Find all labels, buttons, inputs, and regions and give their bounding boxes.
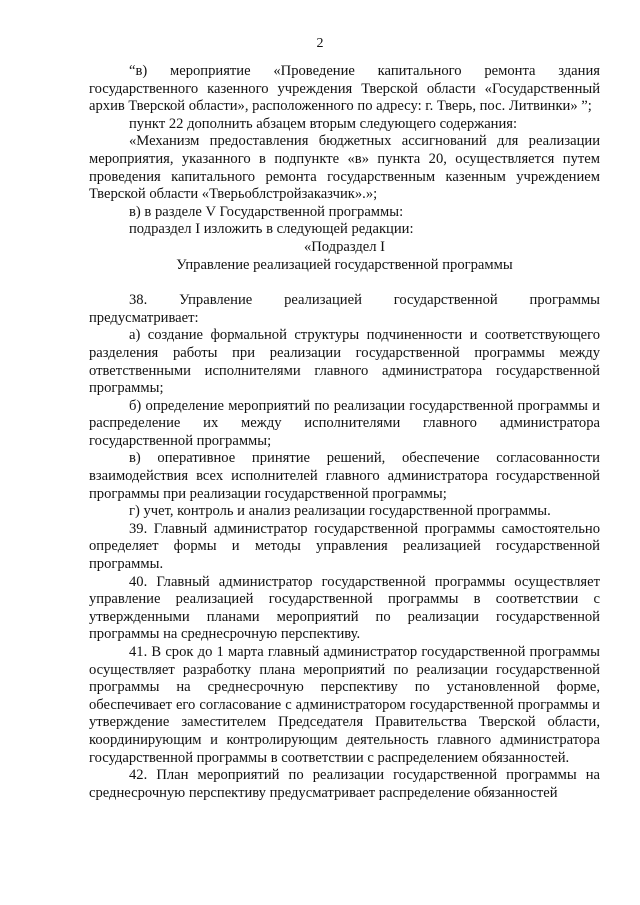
paragraph-38-a: а) создание формальной структуры подчиненности и соответствующего разделения работы при реализации государственной программы между ответственными исполнителями главного администратора государственной программы; bbox=[89, 327, 600, 397]
paragraph-40: 40. Главный администратор государственной программы осуществляет управление реализацией государственной программы в соответствии с утвержденными планами мероприятий по реализации государственной программы на среднесрочную перспективу. bbox=[89, 573, 600, 643]
subsection-label: «Подраздел I bbox=[303, 238, 386, 255]
paragraph-section-v: в) в разделе V Государственной программы: bbox=[129, 203, 404, 220]
page-number: 2 bbox=[316, 36, 324, 51]
paragraph-subsection-edit: подраздел I изложить в следующей редакции: bbox=[129, 221, 414, 238]
document-body bbox=[89, 63, 600, 802]
paragraph-39: 39. Главный администратор государственной программы самостоятельно определяет формы и методы управления реализацией государственной программы. bbox=[89, 520, 600, 573]
paragraph-amendment-v: “в) мероприятие «Проведение капитального ремонта здания государственного казенного учреждения Тверской области «Государственный архив Тверской области», расположенного по адресу: г. Тверь, пос. Литвинки» ”; bbox=[89, 63, 600, 115]
paragraph-38: 38. Управление реализацией государственной программы предусматривает: bbox=[89, 292, 600, 326]
paragraph-point-22: пункт 22 дополнить абзацем вторым следующего содержания: bbox=[129, 115, 518, 132]
paragraph-41: 41. В срок до 1 марта главный администратор государственной программы осуществляет разработку плана мероприятий по реализации государственной программы на среднесрочную перспективу по установленной форме, обеспечивает его согласование с администратором государственной программы и утверждение заместителем Председателя Правительства Тверской области, координирующим и контролирующим деятельность главного администратора государственной программы в соответствии с распределением обязанностей. bbox=[89, 644, 600, 766]
paragraph-38-v: в) оперативное принятие решений, обеспечение согласованности взаимодействия всех исполнителей главного администратора государственной программы при реализации государственной программы; bbox=[89, 450, 600, 502]
blank-line bbox=[89, 274, 600, 292]
paragraph-mechanism: «Механизм предоставления бюджетных ассигнований для реализации мероприятия, указанного в подпункте «в» пункта 20, осуществляется путем проведения капитального ремонта государственным казенным учреждением Тверской области «Тверьоблстройзаказчик».»; bbox=[89, 133, 600, 203]
paragraph-38-g: г) учет, контроль и анализ реализации государственной программы. bbox=[129, 503, 551, 520]
subsection-title: Управление реализацией государственной программы bbox=[176, 256, 513, 273]
paragraph-42: 42. План мероприятий по реализации государственной программы на среднесрочную перспективу предусматривает распределение обязанностей bbox=[89, 767, 600, 801]
paragraph-38-b: б) определение мероприятий по реализации государственной программы и распределение их между исполнителями главного администратора государственной программы; bbox=[89, 397, 600, 449]
